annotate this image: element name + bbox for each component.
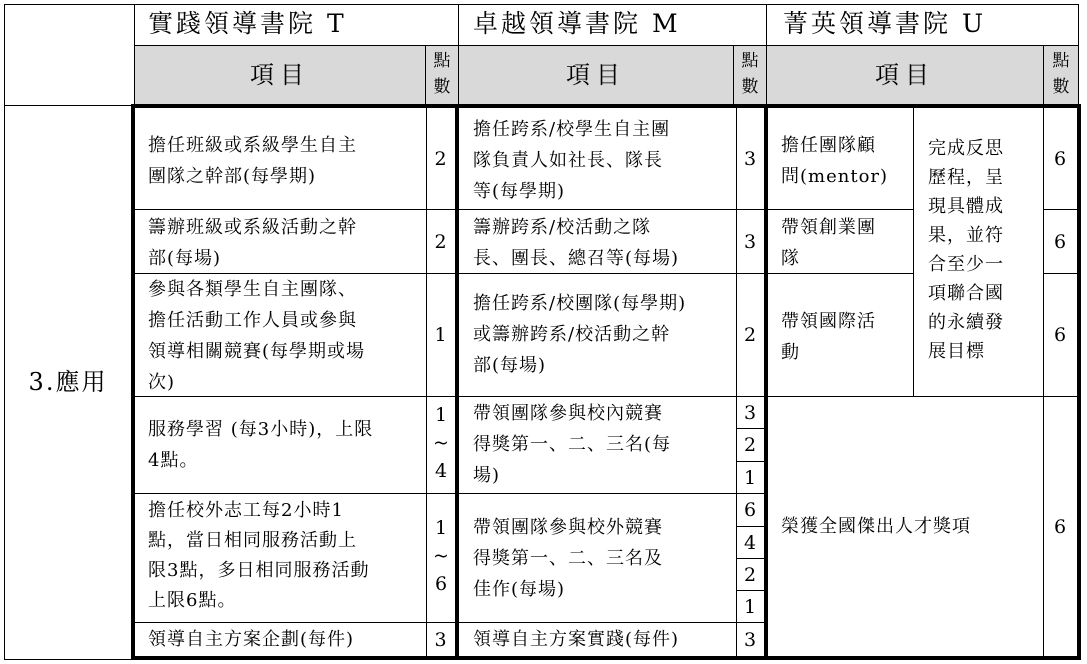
u-award-points: 6 [1053,515,1068,538]
t-row-4-points: 1 ~ 4 [433,404,449,482]
u-row-3-points: 6 [1053,324,1068,346]
m-row-4-text: 帶領團隊參與校內競賽 得獎第一、二、三名(每 場) [473,403,672,486]
t-row-3-points: 1 [434,324,448,346]
m-row-5-text: 帶領團隊參與校外競賽 得獎第一、二、三名及 佳作(每場) [473,517,663,600]
t-row-6-points: 3 [434,628,448,651]
m-row-5-points-1: 6 [743,499,758,521]
m-row-3-points: 2 [743,324,758,346]
m-row-6-text: 領導自主方案實踐(每件) [473,629,680,650]
m-row-3-text: 擔任跨系/校團隊(每學期) 或籌辦跨系/校活動之幹 部(每場) [473,293,687,376]
college-title-u: 菁英領導書院 U [783,9,987,38]
m-row-6-points: 3 [743,628,758,651]
u-shared-condition: 完成反思 歷程，呈 現具體成 果，並符 合至少一 項聯合國 的永續發 展目標 [928,138,1004,362]
m-row-5-points-4: 1 [743,595,758,618]
points-header-u: 點 數 [1052,51,1070,97]
t-row-6-text: 領導自主方案企劃(每件) [148,629,355,650]
item-header-m: 項目 [566,61,626,89]
m-row-4-points-3: 1 [743,466,758,489]
category-label: 3.應用 [28,368,108,396]
t-row-5-text: 擔任校外志工每2小時1 點，當日相同服務活動上 限3點，多日相同服務活動 上限6點。 [148,500,370,611]
u-award-text: 榮獲全國傑出人才獎項 [781,516,971,537]
points-header-m: 點 數 [741,51,759,97]
u-row-3-text: 帶領國際活 動 [781,311,876,363]
t-row-2-text: 籌辦班級或系級活動之幹 部(每場) [148,217,357,269]
t-row-5-points: 1 ~ 6 [433,517,449,595]
m-row-5-points-2: 4 [743,531,758,554]
item-header-t: 項目 [250,61,310,89]
m-row-1-points: 3 [743,147,758,170]
t-row-3-text: 參與各類學生自主團隊、 擔任活動工作人員或參與 領導相關競賽(每學期或場 次) [148,279,366,393]
u-row-2-text: 帶領創業團 隊 [781,217,876,269]
t-row-1-text: 擔任班級或系級學生自主 團隊之幹部(每學期) [148,135,357,187]
u-row-1-text: 擔任團隊顧 問(mentor) [781,135,889,187]
t-row-2-points: 2 [434,230,448,253]
m-row-2-text: 籌辦跨系/校活動之隊 長、團長、總召等(每場) [473,217,680,269]
u-row-2-points: 6 [1053,230,1068,253]
college-title-m: 卓越領導書院 M [473,9,681,38]
item-header-u: 項目 [875,61,935,89]
u-row-1-points: 6 [1053,147,1068,170]
m-row-1-text: 擔任跨系/校學生自主團 隊負責人如社長、隊長 等(每學期) [473,119,671,202]
m-row-4-points-2: 2 [743,434,758,456]
m-row-5-points-3: 2 [743,563,758,586]
m-row-2-points: 3 [743,230,758,253]
points-header-t: 點 數 [433,51,451,97]
t-row-4-text: 服務學習 (每3小時)，上限 4點。 [148,419,374,471]
college-title-t: 實踐領導書院 T [148,9,347,38]
m-row-4-points-1: 3 [743,401,758,424]
t-row-1-points: 2 [434,147,448,170]
